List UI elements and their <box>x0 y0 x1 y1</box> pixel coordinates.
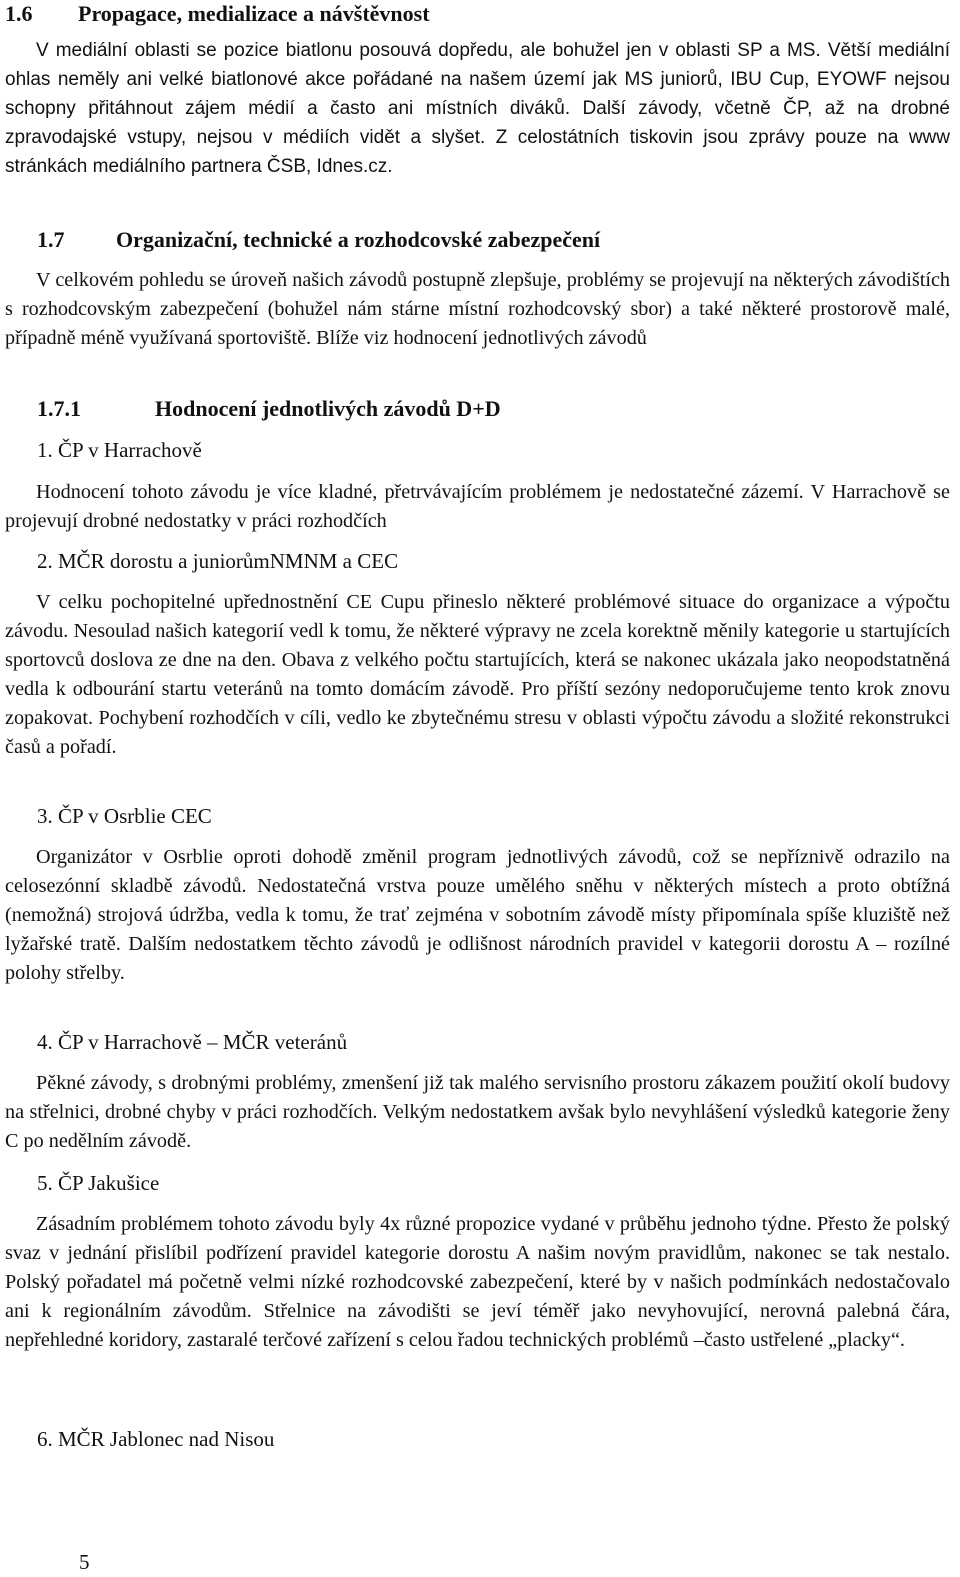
race-text-5: Zásadním problémem tohoto závodu byly 4x různé propozice vydané v průběhu jednoho týdne. Přesto že polský svaz v jednání přislíbil podřízení pravidel kategorie dorostu A našim novým pravidlům, nakonec se tak nestalo. Polský pořadatel má početně velmi nízké rozhodcovské zabezpečení, které by v našich podmínkách nedostačovalo ani k regionálním závodům. Střelnice na závodišti se jeví téměř jako nevyhovující, nerovná palebná čára, nepřehledné koridory, zastaralé terčové zařízení s celou řadou technických problémů –často ustřelené „placky“. <box>5 1213 950 1351</box>
section-number: 1.7.1 <box>37 396 81 421</box>
race-title-6: 6. MČR Jablonec nad Nisou <box>37 1427 275 1451</box>
race-text-3: Organizátor v Osrblie oproti dohodě změnil program jednotlivých závodů, což se nepříznivě odrazilo na celosezónní skladbě závodů. Nedostatečná vrstva pouze umělého sněhu v některých místech a proto obtížná (nemožná) strojová údržba, vedla k tomu, že trať zejména v sobotním závodě místy připomínala spíše kluziště než lyžařské tratě. Dalším nedostatkem těchto závodů je odlišnost národních pravidel v kategorii dorostu A – rozílné polohy střelby. <box>5 846 950 984</box>
section-title: Propagace, medializace a návštěvnost <box>78 1 430 26</box>
race-title-3: 3. ČP v Osrblie CEC <box>37 804 212 828</box>
page-number: 5 <box>79 1550 90 1574</box>
race-title-2: 2. MČR dorostu a juniorůmNMNM a CEC <box>37 549 399 573</box>
race-title-5: 5. ČP Jakušice <box>37 1171 160 1195</box>
section-paragraph-1-7: V celkovém pohledu se úroveň našich závodů postupně zlepšuje, problémy se projevují na některých závodištích s rozhodcovským zabezpečení (bohužel nám stárne místní rozhodcovský sbor) a také některé prostorově malé, případně méně využívaná sportoviště. Blíže viz hodnocení jednotlivých závodů <box>5 269 950 349</box>
race-title-1: 1. ČP v Harrachově <box>37 438 202 462</box>
section-heading-1-6 <box>5 0 430 28</box>
section-heading-1-7-1 <box>37 395 501 423</box>
race-text-1: Hodnocení tohoto závodu je více kladné, přetrvávajícím problémem je nedostatečné zázemí. V Harrachově se projevují drobné nedostatky v práci rozhodčích <box>5 481 950 532</box>
race-title-4: 4. ČP v Harrachově – MČR veteránů <box>37 1030 348 1054</box>
race-text-4: Pěkné závody, s drobnými problémy, zmenšení již tak malého servisního prostoru zákazem použití okolí budovy na střelnici, drobné chyby v práci rozhodčích. Velkým nedostatkem avšak bylo nevyhlášení výsledků kategorie ženy C po nedělním závodě. <box>5 1072 950 1152</box>
section-title: Organizační, technické a rozhodcovské zabezpečení <box>116 227 601 252</box>
section-heading-1-7 <box>37 226 600 254</box>
race-text-2: V celku pochopitelné upřednostnění CE Cupu přineslo některé problémové situace do organizace a výpočtu závodu. Nesoulad našich kategorií vedl k tomu, že některé výpravy ne zcela korektně měnily kategorie u startujících sportovců doslova ze dne na den. Obava z velkého počtu startujících, která se nakonec ukázala jako neopodstatněná vedla k odbourání startu veteránů na tomto domácím závodě. Pro příští sezóny nedoporučujeme tento krok znovu zopakovat. Pochybení rozhodčích v cíli, vedlo ke zbytečnému stresu v oblasti výpočtu závodu a složité rekonstrukci časů a pořadí. <box>5 591 950 758</box>
section-paragraph-1-6: V mediální oblasti se pozice biatlonu posouvá dopředu, ale bohužel jen v oblasti SP a MS. Větší mediální ohlas neměly ani velké biatlonové akce pořádané na našem území jak MS juniorů, IBU Cup, EYOWF nejsou schopny přitáhnout zájem médií a často ani místních diváků. Další závody, včetně ČP, až na drobné zpravodajské vstupy, nejsou v médiích vidět a slyšet. Z celostátních tiskovin jsou zprávy pouze na www stránkách mediálního partnera ČSB, Idnes.cz. <box>5 40 950 177</box>
section-title: Hodnocení jednotlivých závodů D+D <box>155 396 501 421</box>
section-number: 1.7 <box>37 227 65 252</box>
section-number: 1.6 <box>5 1 33 26</box>
